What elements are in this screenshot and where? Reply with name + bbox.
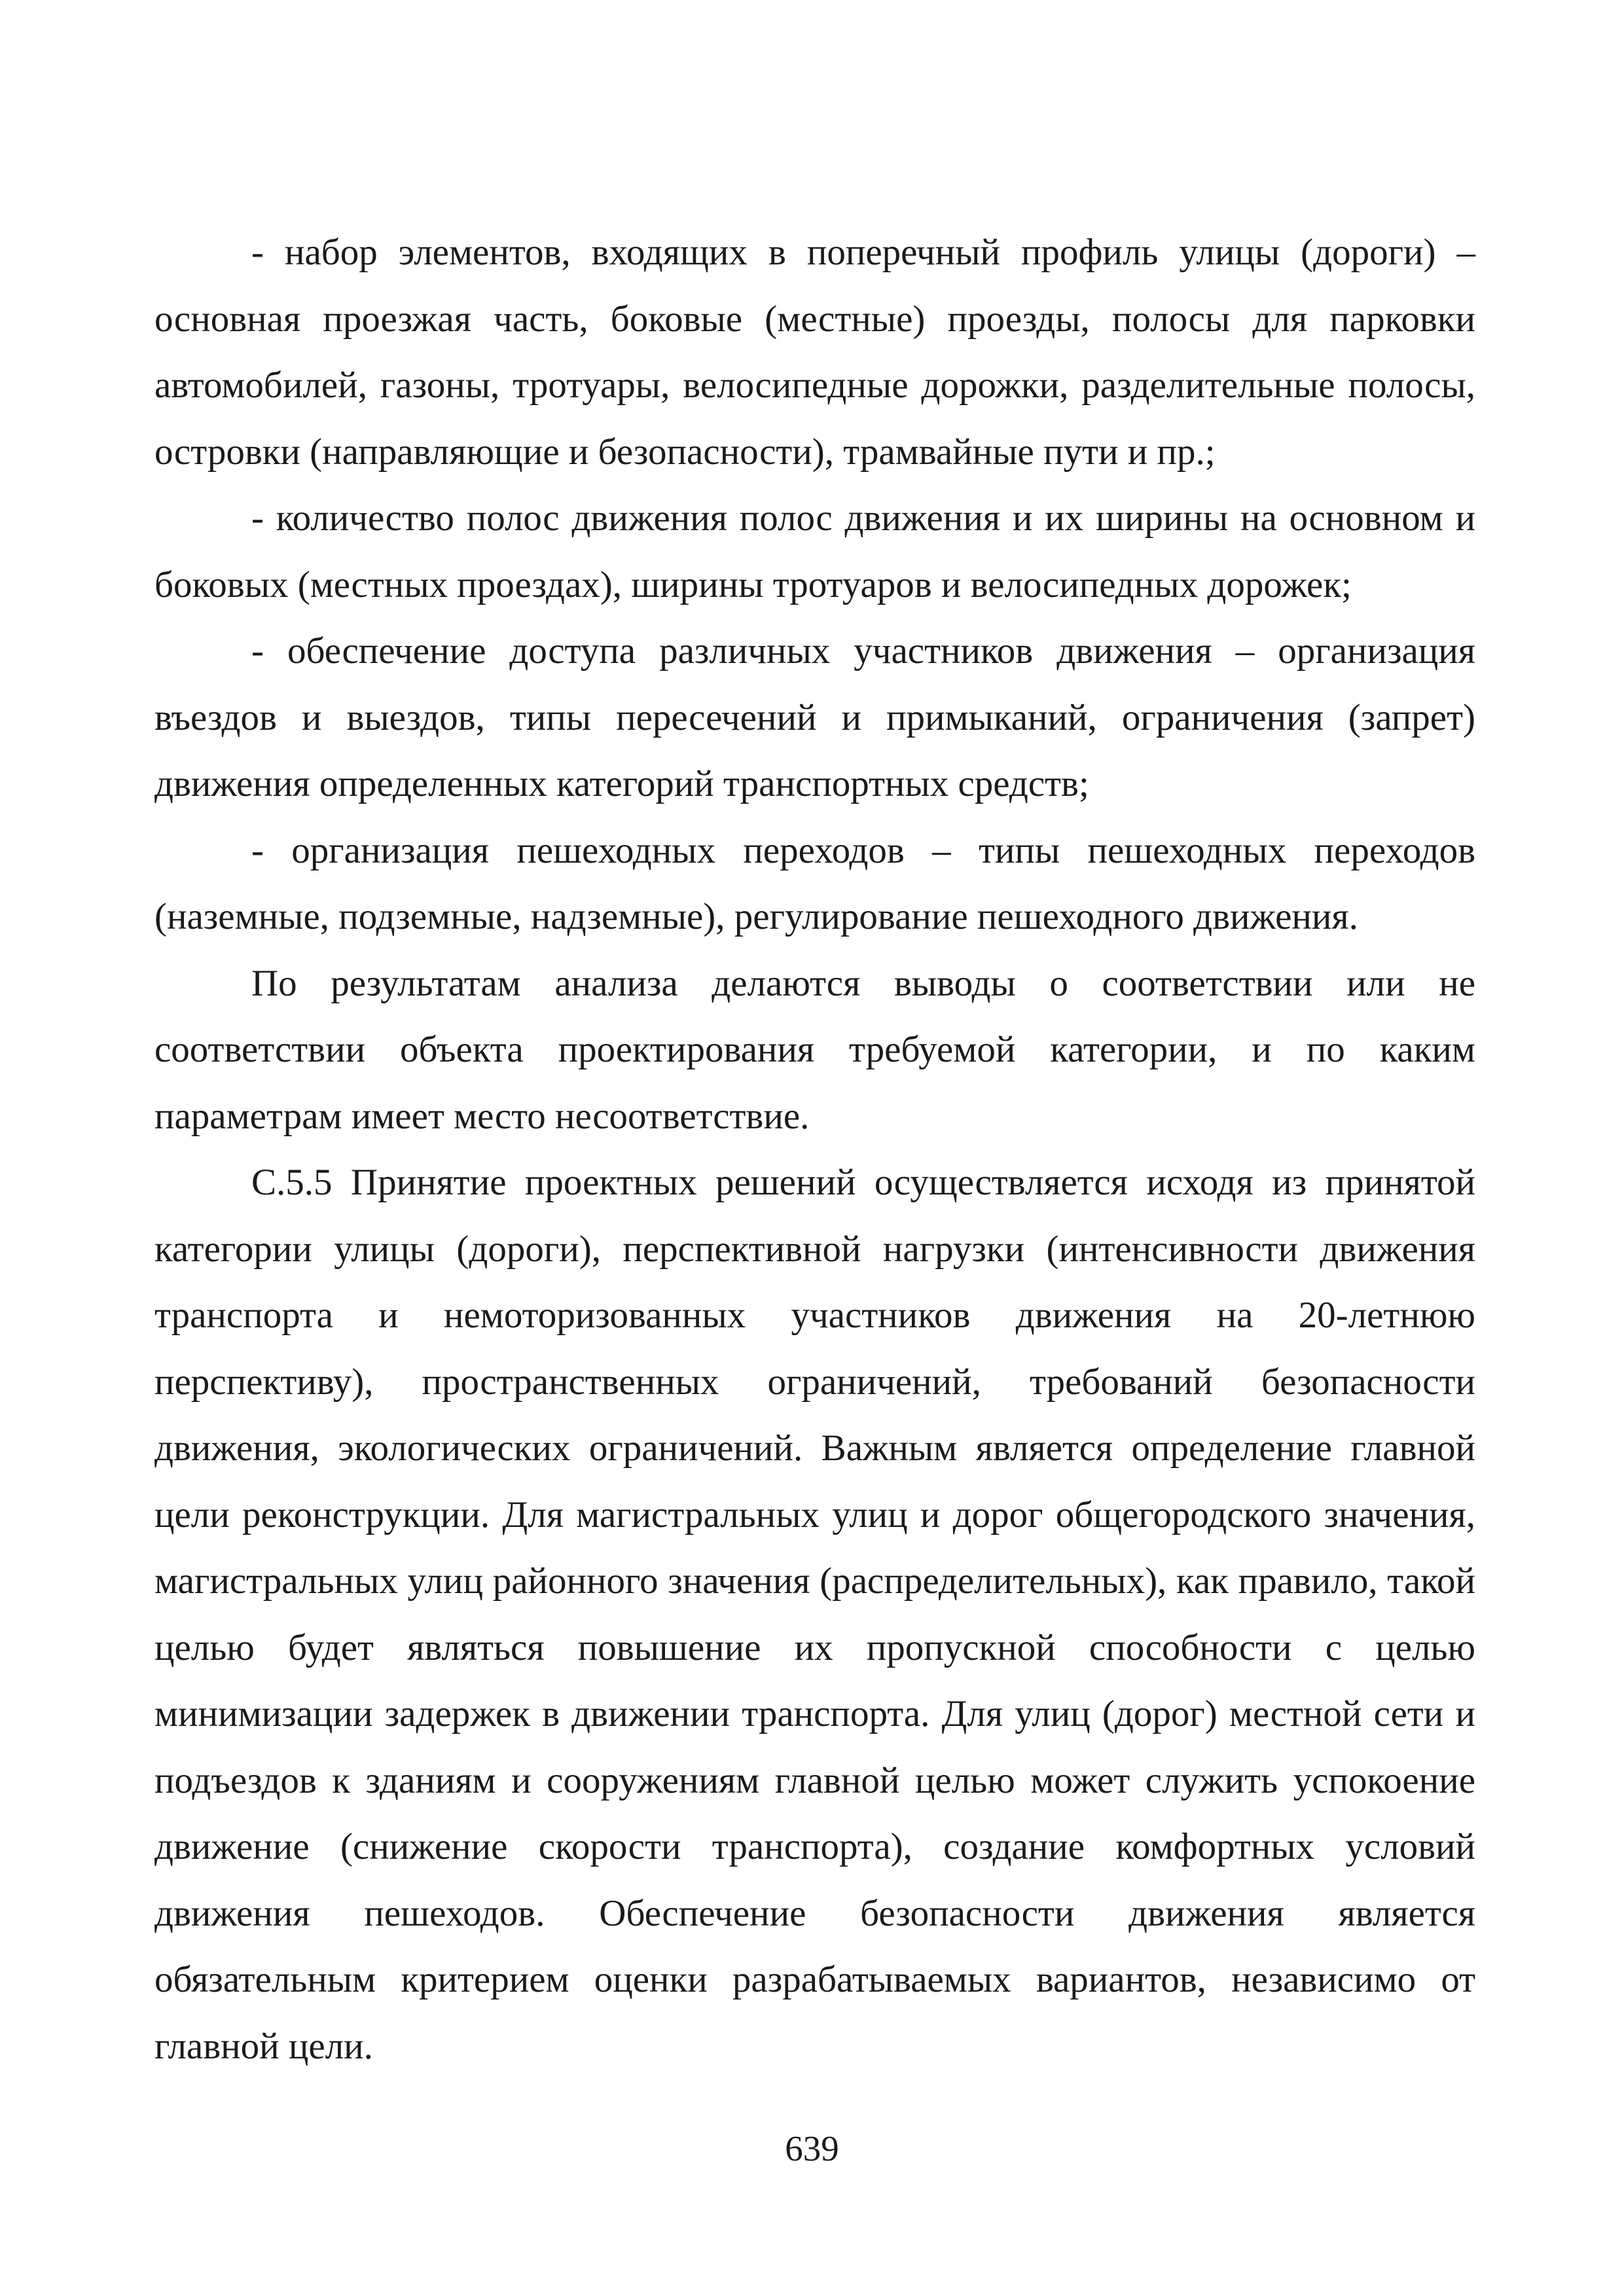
document-body: [154, 219, 1475, 2079]
paragraph-cross-section-elements: - набор элементов, входящих в поперечный профиль улицы (дороги) – основная проезжая часть, боковые (местные) проезды, полосы для парковки автомобилей, газоны, тротуары, велосипедные дорожки, разделительные полосы, островки (направляющие и безопасности), трамвайные пути и пр.;: [154, 232, 1475, 473]
paragraph-access-provision: - обеспечение доступа различных участников движения – организация въездов и выездов, типы пересечений и примыканий, ограничения (запрет) движения определенных категорий транспортных средств;: [154, 630, 1475, 804]
paragraph-section-c-5-5: С.5.5 Принятие проектных решений осуществляется исходя из принятой категории улицы (дороги), перспективной нагрузки (интенсивности движения транспорта и немоторизованных участников движения на 20-летнюю перспективу), пространственных ограничений, требований безопасности движения, экологических ограничений. Важным является определение главной цели реконструкции. Для магистральных улиц и дорог общегородского значения, магистральных улиц районного значения (распределительных), как правило, такой целью будет являться повышение их пропускной способности с целью минимизации задержек в движении транспорта. Для улиц (дорог) местной сети и подъездов к зданиям и сооружениям главной целью может служить успокоение движение (снижение скорости транспорта), создание комфортных условий движения пешеходов. Обеспечение безопасности движения является обязательным критерием оценки разрабатываемых вариантов, независимо от главной цели.: [154, 1162, 1475, 2067]
page-number: 639: [785, 2128, 839, 2168]
paragraph-pedestrian-crossings: - организация пешеходных переходов – типы пешеходных переходов (наземные, подземные, надземные), регулирование пешеходного движения.: [154, 829, 1475, 937]
paragraph-analysis-conclusions: По результатам анализа делаются выводы о соответствии или не соответствии объекта проектирования требуемой категории, и по каким параметрам имеет место несоответствие.: [154, 962, 1475, 1137]
paragraph-lane-count: - количество полос движения полос движения и их ширины на основном и боковых (местных проездах), ширины тротуаров и велосипедных дорожек;: [154, 497, 1475, 605]
